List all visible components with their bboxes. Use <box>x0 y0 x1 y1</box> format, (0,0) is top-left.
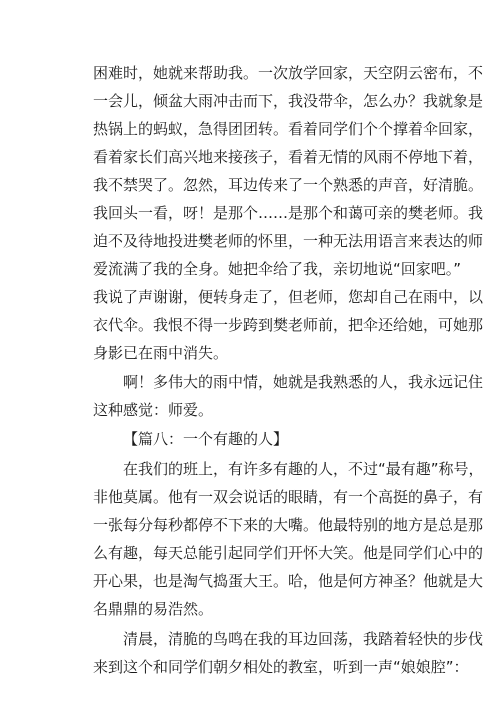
text-line: 我说了声谢谢，便转身走了，但老师，您却自己在雨中，以 <box>93 288 484 306</box>
section-heading: 【篇八：一个有趣的人】 <box>123 430 289 448</box>
text-line: 看着家长们高兴地来接孩子，看着无情的风雨不停地下着， <box>93 148 484 166</box>
text-line: 非他莫属。他有一双会说话的眼睛，有一个高挺的鼻子，有 <box>93 488 484 506</box>
text-line: 困难时，她就来帮助我。一次放学回家，天空阴云密布，不 <box>93 64 484 82</box>
text-line: 啊！多伟大的雨中情，她就是我熟悉的人，我永远记住 <box>123 373 484 391</box>
text-line: 开心果，也是淘气捣蛋大王。哈，他是何方神圣？他就是大 <box>93 572 484 590</box>
text-line: 一会儿，倾盆大雨冲击而下，我没带伞，怎么办？我就象是 <box>93 92 484 110</box>
text-line: 我不禁哭了。忽然，耳边传来了一个熟悉的声音，好清脆。 <box>93 176 484 194</box>
text-line: 这种感觉：师爱。 <box>93 401 214 419</box>
text-line: 清晨，清脆的鸟鸣在我的耳边回荡，我踏着轻快的步伐 <box>123 630 484 648</box>
text-line: 我回头一看，呀！是那个……是那个和蔼可亲的樊老师。我 <box>93 204 484 222</box>
text-line: 热锅上的蚂蚁，急得团团转。看着同学们个个撑着伞回家， <box>93 120 484 138</box>
text-line: 名鼎鼎的易浩然。 <box>93 600 214 618</box>
text-line: 一张每分每秒都停不下来的大嘴。他最特别的地方是总是那 <box>93 516 484 534</box>
text-line: 来到这个和同学们朝夕相处的教室，听到一声“娘娘腔”： <box>93 658 469 676</box>
text-line: 爱流满了我的全身。她把伞给了我，亲切地说“回家吧。” <box>93 260 462 278</box>
text-line: 在我们的班上，有许多有趣的人，不过“最有趣”称号， <box>123 460 484 478</box>
text-line: 衣代伞。我恨不得一步跨到樊老师前，把伞还给她，可她那 <box>93 316 484 334</box>
text-line: 身影已在雨中消失。 <box>93 344 229 362</box>
text-line: 么有趣，每天总能引起同学们开怀大笑。他是同学们心中的 <box>93 544 484 562</box>
text-line: 迫不及待地投进樊老师的怀里，一种无法用语言来表达的师 <box>93 232 484 250</box>
